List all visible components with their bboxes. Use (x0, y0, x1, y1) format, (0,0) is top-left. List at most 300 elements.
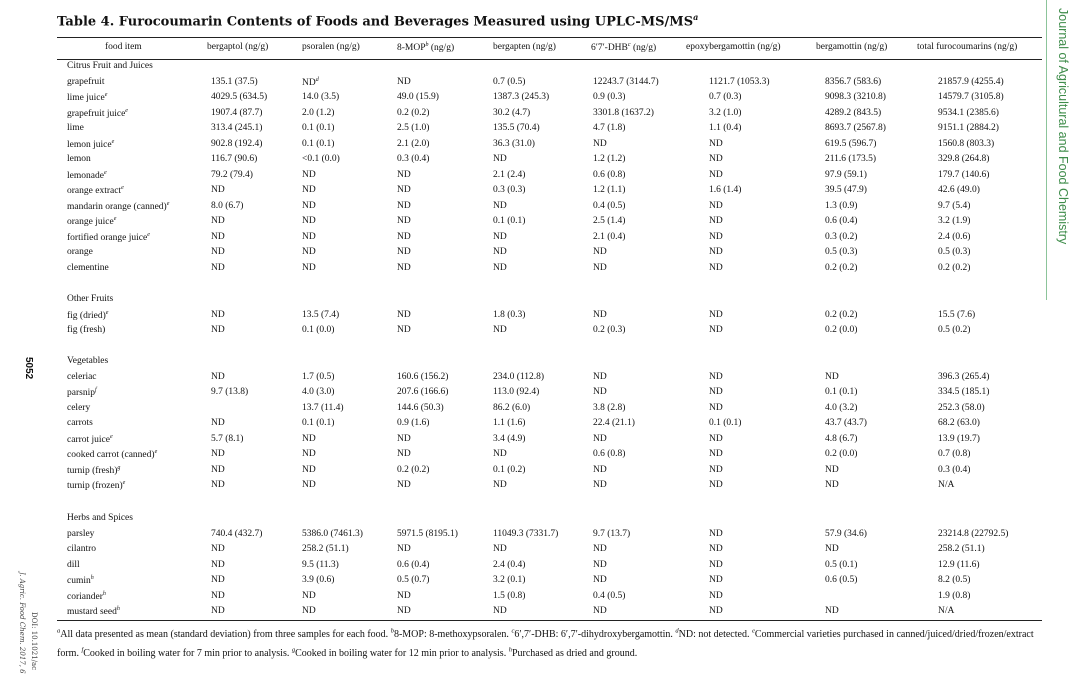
value-cell: 0.6 (0.4) (397, 559, 430, 570)
value-cell: 0.2 (0.2) (825, 262, 858, 273)
table-row (67, 232, 1042, 247)
value-cell: 234.0 (112.8) (493, 371, 545, 382)
value-cell: 0.1 (0.1) (302, 138, 335, 149)
value-cell: 1.7 (0.5) (302, 371, 335, 382)
value-cell: ND (593, 606, 607, 616)
value-cell: ND (211, 247, 225, 257)
value-cell: 0.4 (0.5) (593, 200, 626, 211)
value-cell: 2.4 (0.6) (938, 231, 971, 242)
value-cell: ND (709, 449, 723, 459)
value-cell: ND (493, 200, 507, 211)
table-row (67, 170, 1042, 185)
value-cell: 68.2 (63.0) (938, 418, 980, 428)
value-cell: $ND^d$ (302, 76, 319, 88)
table-row (67, 449, 1042, 464)
value-cell: 43.7 (43.7) (825, 418, 867, 428)
value-cell: ND (302, 433, 316, 444)
value-cell: 0.9 (0.3) (593, 92, 626, 102)
table-row (67, 77, 1042, 92)
food-item-cell: celeriac (67, 371, 97, 382)
table-title: Table 4. Furocoumarin Contents of Foods and Beverages Measured using UPLC-$MS/MS^a$ (57, 12, 699, 30)
value-cell: 0.2 (0.2) (938, 262, 971, 273)
value-cell: ND (593, 464, 607, 475)
food-item-cell: mandarin orange (canned)$^e$ (67, 200, 170, 212)
value-cell: ND (709, 309, 723, 320)
value-cell: 258.2 (51.1) (302, 544, 349, 554)
value-cell: ND (211, 480, 225, 490)
value-cell: ND (397, 480, 411, 490)
value-cell: ND (211, 309, 225, 320)
value-cell: N/A (938, 480, 955, 490)
value-cell: 1.8 (0.3) (493, 309, 526, 320)
food-item-cell: turnip (fresh)$^g$ (67, 464, 121, 476)
value-cell: 1.6 (1.4) (709, 185, 742, 195)
value-cell: 86.2 (6.0) (493, 402, 531, 413)
value-cell: ND (302, 464, 316, 475)
value-cell: 1.5 (0.8) (493, 590, 526, 601)
value-cell: 0.2 (0.2) (397, 107, 430, 118)
food-item-cell: lemon juice$^e$ (67, 138, 115, 150)
value-cell: ND (709, 606, 723, 616)
value-cell: ND (709, 371, 723, 382)
table-row (67, 154, 1042, 169)
food-item-cell: celery (67, 402, 91, 413)
value-cell: ND (211, 575, 225, 585)
value-cell: ND (825, 464, 839, 475)
value-cell: 2.4 (0.4) (493, 559, 526, 570)
value-cell: 619.5 (596.7) (825, 138, 877, 149)
value-cell: 3.2 (1.0) (709, 107, 742, 118)
value-cell: 8356.7 (583.6) (825, 76, 882, 87)
value-cell: 329.8 (264.8) (938, 154, 990, 164)
value-cell: 9151.1 (2884.2) (938, 123, 999, 133)
table-row (67, 325, 1042, 340)
value-cell: 1.1 (0.4) (709, 123, 742, 133)
doi-label: DOI: 10.1021/ac (30, 612, 38, 671)
value-cell: 3.8 (2.8) (593, 402, 626, 413)
header-rule (57, 59, 1042, 60)
value-cell: 1.1 (1.6) (493, 418, 526, 428)
table-row (67, 387, 1042, 402)
value-cell: ND (302, 247, 316, 257)
value-cell: ND (397, 262, 411, 273)
value-cell: 1387.3 (245.3) (493, 92, 550, 102)
value-cell: ND (211, 325, 225, 335)
value-cell: 2.5 (1.0) (397, 123, 430, 133)
table-row (67, 263, 1042, 278)
food-item-cell: lemon (67, 154, 91, 164)
table-row (67, 201, 1042, 216)
value-cell: 9.7 (13.7) (593, 528, 631, 539)
value-cell: ND (593, 559, 607, 570)
food-item-cell: cumin$^h$ (67, 575, 94, 587)
value-cell: ND (825, 544, 839, 554)
value-cell: 5386.0 (7461.3) (302, 528, 363, 539)
table-row (67, 92, 1042, 107)
value-cell: 8.0 (6.7) (211, 200, 244, 211)
value-cell: ND (709, 528, 723, 539)
table-row (67, 108, 1042, 123)
value-cell: ND (493, 544, 507, 554)
value-cell: 12.9 (11.6) (938, 559, 980, 570)
food-item-cell: mustard seed$^h$ (67, 606, 120, 618)
value-cell: 0.5 (0.3) (938, 247, 971, 257)
value-cell: 211.6 (173.5) (825, 154, 877, 164)
value-cell: 4.8 (6.7) (825, 433, 858, 444)
value-cell: ND (709, 464, 723, 475)
value-cell: 0.7 (0.3) (709, 92, 742, 102)
value-cell: 39.5 (47.9) (825, 185, 867, 195)
value-cell: 9.7 (13.8) (211, 387, 249, 397)
value-cell: ND (593, 433, 607, 444)
value-cell: ND (493, 262, 507, 273)
value-cell: ND (302, 262, 316, 273)
value-cell: 14579.7 (3105.8) (938, 92, 1004, 102)
value-cell: ND (493, 154, 507, 164)
value-cell: 0.2 (0.3) (593, 325, 626, 335)
value-cell: ND (302, 590, 316, 601)
value-cell: 12243.7 (3144.7) (593, 76, 659, 87)
value-cell: ND (825, 480, 839, 490)
footnote: $^e$Commercial varieties purchased in canned/juiced/dried/frozen/extract form. (57, 628, 1034, 659)
food-item-cell: cilantro (67, 544, 97, 554)
value-cell: 179.7 (140.6) (938, 169, 990, 180)
value-cell: ND (302, 480, 316, 490)
value-cell: ND (709, 169, 723, 180)
value-cell: 4289.2 (843.5) (825, 107, 882, 118)
footnote: $^c$6′,7′-DHB: 6′,7′-dihydroxybergamottin. (511, 628, 676, 641)
value-cell: ND (493, 231, 507, 242)
value-cell: 9.7 (5.4) (938, 200, 971, 211)
value-cell: 1907.4 (87.7) (211, 107, 263, 118)
value-cell: ND (709, 387, 723, 397)
value-cell: 0.3 (0.2) (825, 231, 858, 242)
value-cell: ND (709, 138, 723, 149)
header-cell: bergapten (ng/g) (493, 42, 556, 52)
value-cell: ND (825, 371, 839, 382)
food-item-cell: carrots (67, 418, 93, 428)
value-cell: 0.1 (0.1) (302, 418, 335, 428)
value-cell: ND (593, 575, 607, 585)
table-row (67, 403, 1042, 418)
value-cell: 21857.9 (4255.4) (938, 76, 1004, 87)
value-cell: 116.7 (90.6) (211, 154, 258, 164)
value-cell: 0.5 (0.2) (938, 325, 971, 335)
value-cell: 4.0 (3.0) (302, 387, 335, 397)
value-cell: ND (593, 544, 607, 554)
value-cell: ND (302, 169, 316, 180)
value-cell: ND (493, 247, 507, 257)
value-cell: ND (593, 262, 607, 273)
value-cell: 1.9 (0.8) (938, 590, 971, 601)
food-item-cell: lime juice$^e$ (67, 92, 108, 104)
value-cell: 0.5 (0.1) (825, 559, 858, 570)
value-cell: 49.0 (15.9) (397, 92, 439, 102)
food-item-cell: fig (fresh) (67, 325, 106, 335)
table-header (57, 39, 1042, 59)
journal-divider (1046, 0, 1047, 300)
value-cell: 11049.3 (7331.7) (493, 528, 559, 539)
table-row (67, 310, 1042, 325)
value-cell: 1.2 (1.1) (593, 185, 626, 195)
value-cell: 3.2 (0.1) (493, 575, 526, 585)
value-cell: 252.3 (58.0) (938, 402, 985, 413)
value-cell: ND (709, 480, 723, 490)
food-item-cell: fig (dried)$^e$ (67, 309, 109, 321)
value-cell: ND (709, 559, 723, 570)
value-cell: ND (211, 371, 225, 382)
value-cell: ND (493, 449, 507, 459)
table-row (67, 139, 1042, 154)
value-cell: ND (211, 418, 225, 428)
value-cell: 15.5 (7.6) (938, 309, 976, 320)
header-cell: bergamottin (ng/g) (816, 42, 888, 52)
value-cell: ND (211, 590, 225, 601)
value-cell: ND (397, 433, 411, 444)
value-cell: ND (211, 544, 225, 554)
value-cell: ND (397, 449, 411, 459)
value-cell: 0.6 (0.8) (593, 449, 626, 459)
value-cell: ND (211, 262, 225, 273)
value-cell: <0.1 (0.0) (302, 154, 340, 164)
value-cell: 22.4 (21.1) (593, 418, 635, 428)
value-cell: 0.1 (0.1) (302, 123, 335, 133)
value-cell: 0.1 (0.1) (825, 387, 858, 397)
value-cell: 13.7 (11.4) (302, 402, 344, 413)
value-cell: ND (302, 449, 316, 459)
value-cell: ND (493, 606, 507, 616)
value-cell: 4.7 (1.8) (593, 123, 626, 133)
value-cell: ND (397, 169, 411, 180)
value-cell: ND (397, 544, 411, 554)
value-cell: ND (709, 154, 723, 164)
value-cell: ND (302, 606, 316, 616)
table-row (67, 434, 1042, 449)
journal-name: Journal of Agricultural and Food Chemistry (1056, 8, 1070, 245)
value-cell: ND (211, 559, 225, 570)
value-cell: 5971.5 (8195.1) (397, 528, 458, 539)
value-cell: ND (397, 247, 411, 257)
footnote: $^h$Purchased as dried and ground. (508, 646, 638, 659)
food-item-cell: clementine (67, 262, 109, 273)
table-row (67, 185, 1042, 200)
value-cell: ND (825, 606, 839, 616)
value-cell: 42.6 (49.0) (938, 185, 980, 195)
value-cell: ND (302, 231, 316, 242)
table-row (67, 372, 1042, 387)
value-cell: 4029.5 (634.5) (211, 92, 268, 102)
value-cell: 0.1 (0.0) (302, 325, 335, 335)
table-row (67, 560, 1042, 575)
value-cell: N/A (938, 606, 955, 616)
header-cell: bergaptol (ng/g) (207, 42, 269, 52)
value-cell: 1.3 (0.9) (825, 200, 858, 211)
value-cell: 0.4 (0.5) (593, 590, 626, 601)
value-cell: 0.6 (0.5) (825, 575, 858, 585)
food-item-cell: parsley (67, 528, 95, 539)
value-cell: 135.1 (37.5) (211, 76, 258, 87)
value-cell: 0.3 (0.4) (938, 464, 971, 475)
value-cell: 0.2 (0.2) (397, 464, 430, 475)
table-row (67, 216, 1042, 231)
value-cell: ND (493, 325, 507, 335)
value-cell: ND (302, 185, 316, 195)
value-cell: 97.9 (59.1) (825, 169, 867, 180)
value-cell: 3.4 (4.9) (493, 433, 526, 444)
value-cell: 0.7 (0.5) (493, 76, 526, 87)
food-item-cell: carrot juice$^e$ (67, 433, 113, 445)
value-cell: 0.9 (1.6) (397, 418, 430, 428)
value-cell: 13.9 (19.7) (938, 433, 980, 444)
value-cell: 0.5 (0.3) (825, 247, 858, 257)
footnote: $^a$All data presented as mean (standard deviation) from three samples for each food. (57, 628, 391, 641)
value-cell: ND (709, 544, 723, 554)
section-heading: Citrus Fruit and Juices (67, 61, 153, 71)
value-cell: ND (593, 371, 607, 382)
footnote: $^g$Cooked in boiling water for 12 min prior to analysis. (291, 646, 509, 659)
value-cell: ND (709, 590, 723, 601)
value-cell: 0.6 (0.8) (593, 169, 626, 180)
value-cell: ND (709, 200, 723, 211)
section-heading: Herbs and Spices (67, 513, 133, 523)
value-cell: ND (211, 464, 225, 475)
value-cell: 2.1 (0.4) (593, 231, 626, 242)
value-cell: 902.8 (192.4) (211, 138, 263, 149)
food-item-cell: parsnip$^f$ (67, 387, 97, 399)
value-cell: 0.2 (0.0) (825, 325, 858, 335)
value-cell: ND (709, 433, 723, 444)
value-cell: 9534.1 (2385.6) (938, 107, 999, 118)
value-cell: ND (397, 325, 411, 335)
header-cell: total furocoumarins (ng/g) (917, 42, 1018, 52)
value-cell: 313.4 (245.1) (211, 123, 263, 133)
value-cell: 207.6 (166.6) (397, 387, 449, 397)
food-item-cell: grapefruit (67, 76, 105, 87)
food-item-cell: lemonade$^e$ (67, 169, 107, 181)
table-row (67, 480, 1042, 495)
value-cell: ND (397, 606, 411, 616)
value-cell: 2.5 (1.4) (593, 216, 626, 226)
value-cell: ND (397, 76, 411, 87)
table-row (67, 418, 1042, 433)
value-cell: ND (709, 231, 723, 242)
value-cell: ND (302, 200, 316, 211)
value-cell: ND (593, 387, 607, 397)
header-cell: 8-MOP$^b$ (ng/g) (397, 42, 455, 54)
value-cell: 3301.8 (1637.2) (593, 107, 654, 118)
value-cell: ND (211, 216, 225, 226)
value-cell: 160.6 (156.2) (397, 371, 449, 382)
table-row (67, 247, 1042, 262)
value-cell: ND (397, 231, 411, 242)
food-item-cell: grapefruit juice$^e$ (67, 107, 128, 119)
value-cell: ND (397, 590, 411, 601)
value-cell: ND (397, 185, 411, 195)
header-cell: psoralen (ng/g) (302, 42, 360, 52)
value-cell: ND (593, 480, 607, 490)
value-cell: 2.1 (2.4) (493, 169, 526, 180)
value-cell: 0.1 (0.1) (709, 418, 742, 428)
food-item-cell: cooked carrot (canned)$^e$ (67, 449, 158, 461)
table-row (67, 123, 1042, 138)
value-cell: 1121.7 (1053.3) (709, 76, 770, 87)
food-item-cell: orange extract$^e$ (67, 185, 124, 197)
value-cell: 9.5 (11.3) (302, 559, 339, 570)
food-item-cell: turnip (frozen)$^e$ (67, 480, 126, 492)
value-cell: 0.2 (0.0) (825, 449, 858, 459)
food-item-cell: dill (67, 559, 80, 570)
value-cell: 30.2 (4.7) (493, 107, 531, 118)
footnote: $^b$8-MOP: 8-methoxypsoralen. (390, 628, 512, 641)
value-cell: ND (709, 575, 723, 585)
header-cell: epoxybergamottin (ng/g) (686, 42, 781, 52)
value-cell: ND (302, 216, 316, 226)
table-row (67, 575, 1042, 590)
value-cell: ND (211, 185, 225, 195)
value-cell: 2.0 (1.2) (302, 107, 335, 118)
food-item-cell: orange (67, 247, 93, 257)
food-item-cell: fortified orange juice$^e$ (67, 231, 150, 243)
value-cell: 144.6 (50.3) (397, 402, 444, 413)
food-item-cell: lime (67, 123, 84, 133)
value-cell: 3.9 (0.6) (302, 575, 335, 585)
value-cell: 396.3 (265.4) (938, 371, 990, 382)
header-cell: food item (105, 42, 142, 52)
value-cell: ND (709, 262, 723, 273)
footnote: $^f$Cooked in boiling water for 7 min prior to analysis. (81, 646, 292, 659)
value-cell: 79.2 (79.4) (211, 169, 253, 180)
value-cell: 0.3 (0.3) (493, 185, 526, 195)
value-cell: 1560.8 (803.3) (938, 138, 995, 149)
page-number: 5052 (23, 357, 34, 380)
value-cell: 2.1 (2.0) (397, 138, 430, 149)
value-cell: 14.0 (3.5) (302, 92, 340, 102)
section-heading: Vegetables (67, 356, 109, 366)
value-cell: ND (593, 138, 607, 149)
table-row (67, 465, 1042, 480)
value-cell: ND (593, 309, 607, 320)
table-row (67, 544, 1042, 559)
value-cell: 740.4 (432.7) (211, 528, 263, 539)
value-cell: ND (709, 325, 723, 335)
value-cell: 5.7 (8.1) (211, 433, 244, 444)
value-cell: 113.0 (92.4) (493, 387, 540, 397)
table-row (67, 606, 1042, 621)
value-cell: 23214.8 (22792.5) (938, 528, 1009, 539)
value-cell: 0.3 (0.4) (397, 154, 430, 164)
value-cell: 334.5 (185.1) (938, 387, 990, 397)
value-cell: 8.2 (0.5) (938, 575, 971, 585)
value-cell: 13.5 (7.4) (302, 309, 340, 320)
journal-citation: J. Agric. Food Chem. 2017, 6 (18, 572, 26, 674)
value-cell: ND (709, 247, 723, 257)
value-cell: 0.5 (0.7) (397, 575, 430, 585)
food-item-cell: orange juice$^e$ (67, 216, 117, 228)
value-cell: 57.9 (34.6) (825, 528, 867, 539)
value-cell: 0.2 (0.2) (825, 309, 858, 320)
value-cell: ND (397, 216, 411, 226)
header-cell: 6′7′-DHB$^c$ (ng/g) (591, 42, 657, 54)
footnote: $^d$ND: not detected. (675, 628, 752, 641)
value-cell: 0.7 (0.8) (938, 449, 971, 459)
section-heading: Other Fruits (67, 294, 114, 304)
value-cell: 0.6 (0.4) (825, 216, 858, 226)
value-cell: ND (211, 606, 225, 616)
value-cell: 8693.7 (2567.8) (825, 123, 886, 133)
value-cell: 258.2 (51.1) (938, 544, 985, 554)
value-cell: 135.5 (70.4) (493, 123, 540, 133)
value-cell: 9098.3 (3210.8) (825, 92, 886, 102)
